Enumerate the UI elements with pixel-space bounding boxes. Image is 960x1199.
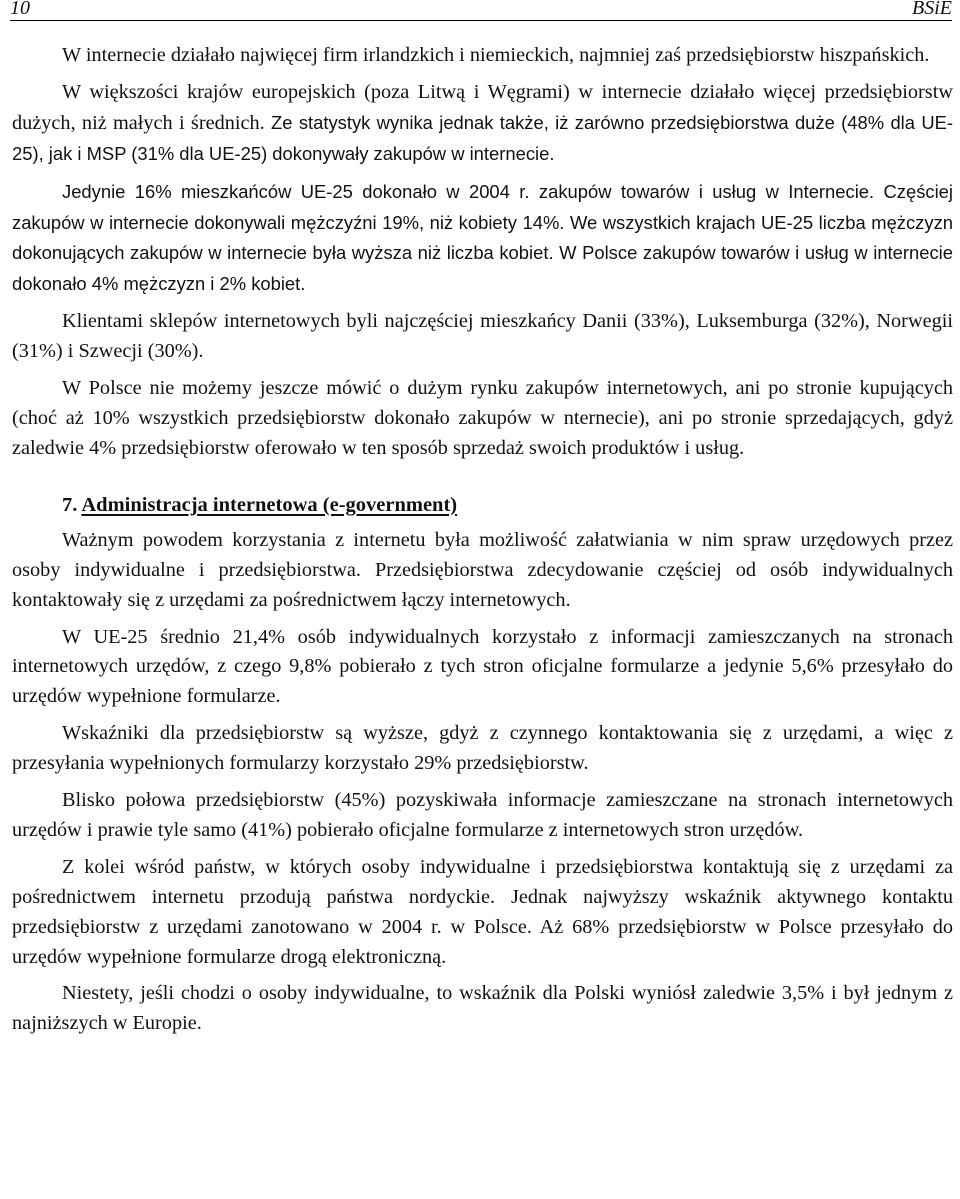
paragraph: [12, 177, 953, 301]
section-number: 7.: [62, 493, 78, 516]
paragraph: Ważnym powodem korzystania z internetu była możliwość załatwiania w nim spraw urzędowych przez osoby indywidualne i przedsiębiorstwa. Przedsiębiorstwa zdecydowanie częściej od osób indywidualnych kontaktowały się z urzędami za pośrednictwem łączy internetowych.: [12, 528, 953, 611]
paragraph: W internecie działało najwięcej firm irlandzkich i niemieckich, najmniej zaś przedsiębiorstw hiszpańskich.: [62, 44, 930, 66]
paragraph: Wskaźniki dla przedsiębiorstw są wyższe, gdyż z czynnego kontaktowania się z urzędami, a więc z przesyłania wypełnionych formularzy korzystało 29% przedsiębiorstw.: [12, 722, 953, 775]
paragraph-text: W większości krajów europejskich (poza Litwą i Węgrami) w internecie działało więcej przedsiębiorstw dużych, niż małych i średnich.: [12, 80, 953, 134]
page-number: 10: [10, 0, 30, 19]
page-header: [10, 0, 952, 21]
paragraph: Niestety, jeśli chodzi o osoby indywidualne, to wskaźnik dla Polski wyniósł zaledwie 3,5% i był jednym z najniższych w Europie.: [12, 982, 953, 1035]
paragraph-text-sans: Jedynie 16% mieszkańców UE-25 dokonało w 2004 r. zakupów towarów i usług w Internecie. Częściej zakupów w internecie dokonywali mężczyźni 19%, niż kobiety 14%. We wszystkich krajach UE-25 liczba mężczyzn dokonujących zakupów w internecie była wyższa niż liczba kobiet. W Polsce zakupów towarów i usług w internecie dokonało 4% mężczyzn i 2% kobiet.: [12, 180, 953, 295]
paragraph: Klientami sklepów internetowych byli najczęściej mieszkańcy Danii (33%), Luksemburga (32%), Norwegii (31%) i Szwecji (30%).: [12, 310, 953, 363]
section-heading: [62, 490, 953, 520]
journal-name: BSiE: [912, 0, 952, 19]
paragraph: Z kolei wśród państw, w których osoby indywidualne i przedsiębiorstwa kontaktują się z urzędami za pośrednictwem internetu przodują państwa nordyckie. Jednak najwyższy wskaźnik aktywnego kontaktu przedsiębiorstw z urzędami zanotowano w 2004 r. w Polsce. Aż 68% przedsiębiorstw w Polsce przesyłało do urzędów wypełnione formularze drogą elektroniczną.: [12, 855, 953, 968]
paragraph-text-sans: Ze statystyk wynika jednak także, iż zarówno przedsiębiorstwa duże (48% dla UE-25), jak i MSP (31% dla UE-25) dokonywały zakupów w internecie.: [12, 111, 953, 164]
paragraph: [12, 78, 953, 170]
paragraph: Blisko połowa przedsiębiorstw (45%) pozyskiwała informacje zamieszczane na stronach internetowych urzędów i prawie tyle samo (41%) pobierało oficjalne formularze z internetowych stron urzędów.: [12, 789, 953, 841]
paragraph: W UE-25 średnio 21,4% osób indywidualnych korzystało z informacji zamieszczanych na stronach internetowych urzędów, z czego 9,8% pobierało z tych stron oficjalne formularze a jedynie 5,6% przesyłało do urzędów wypełnione formularze.: [12, 625, 953, 708]
paragraph: W Polsce nie możemy jeszcze mówić o dużym rynku zakupów internetowych, ani po stronie kupujących (choć aż 10% wszystkich przedsiębiorstw dokonało zakupów w nternecie), ani po stronie sprzedających, gdyż zaledwie 4% przedsiębiorstw oferowało w ten sposób sprzedaż swoich produktów i usług.: [12, 377, 953, 459]
page-content: [12, 41, 953, 1046]
section-title: Administracja internetowa (e-government): [81, 493, 458, 516]
